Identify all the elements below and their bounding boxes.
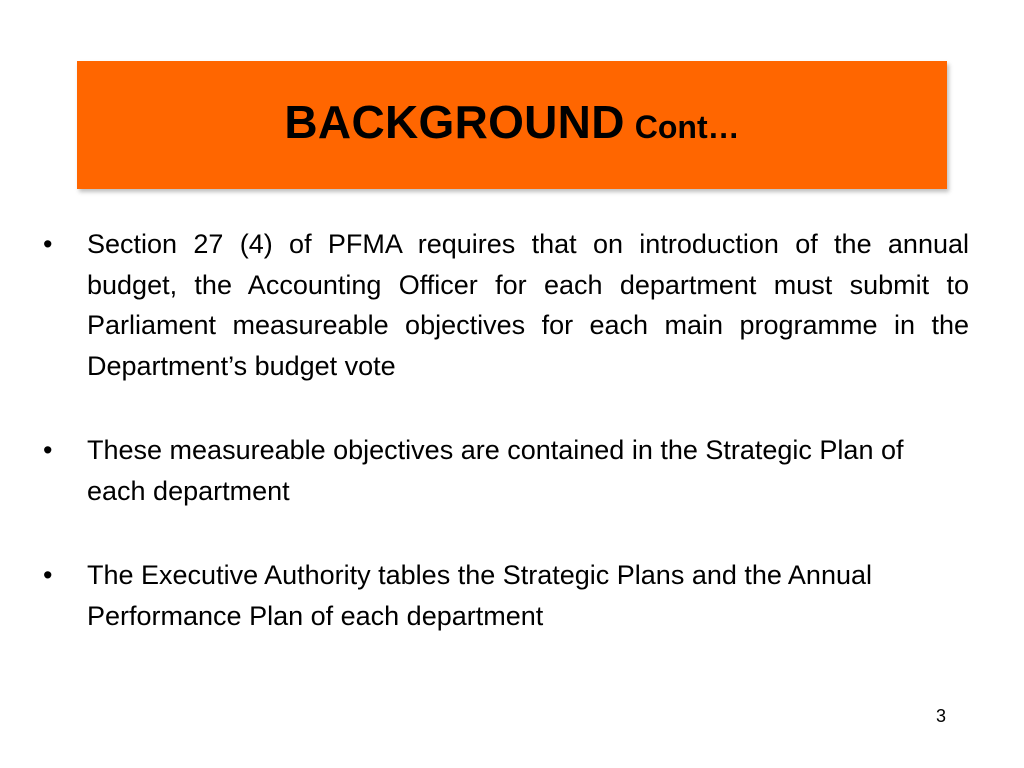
bullet-marker: • — [43, 435, 53, 465]
bullet-item — [43, 555, 969, 636]
title-bar — [77, 61, 947, 189]
bullet-text: Section 27 (4) of PFMA requires that on introduction of the annual budget, the Accounting Officer for each department must submit to Parliament measureable objectives for each main programme in the Department’s budget vote — [87, 229, 969, 381]
title-main-text: BACKGROUND — [284, 96, 625, 148]
slide-title — [284, 95, 739, 149]
title-suffix-text: Cont… — [634, 109, 740, 145]
bullet-text: These measureable objectives are contained in the Strategic Plan of each department — [87, 435, 904, 506]
bullet-item — [43, 430, 969, 511]
bullet-marker: • — [43, 229, 53, 259]
bullet-item — [43, 224, 969, 386]
page-number: 3 — [935, 706, 946, 726]
bullet-marker: • — [43, 560, 53, 590]
bullet-list — [43, 224, 969, 636]
bullet-text: The Executive Authority tables the Strategic Plans and the Annual Performance Plan of each department — [87, 560, 872, 631]
